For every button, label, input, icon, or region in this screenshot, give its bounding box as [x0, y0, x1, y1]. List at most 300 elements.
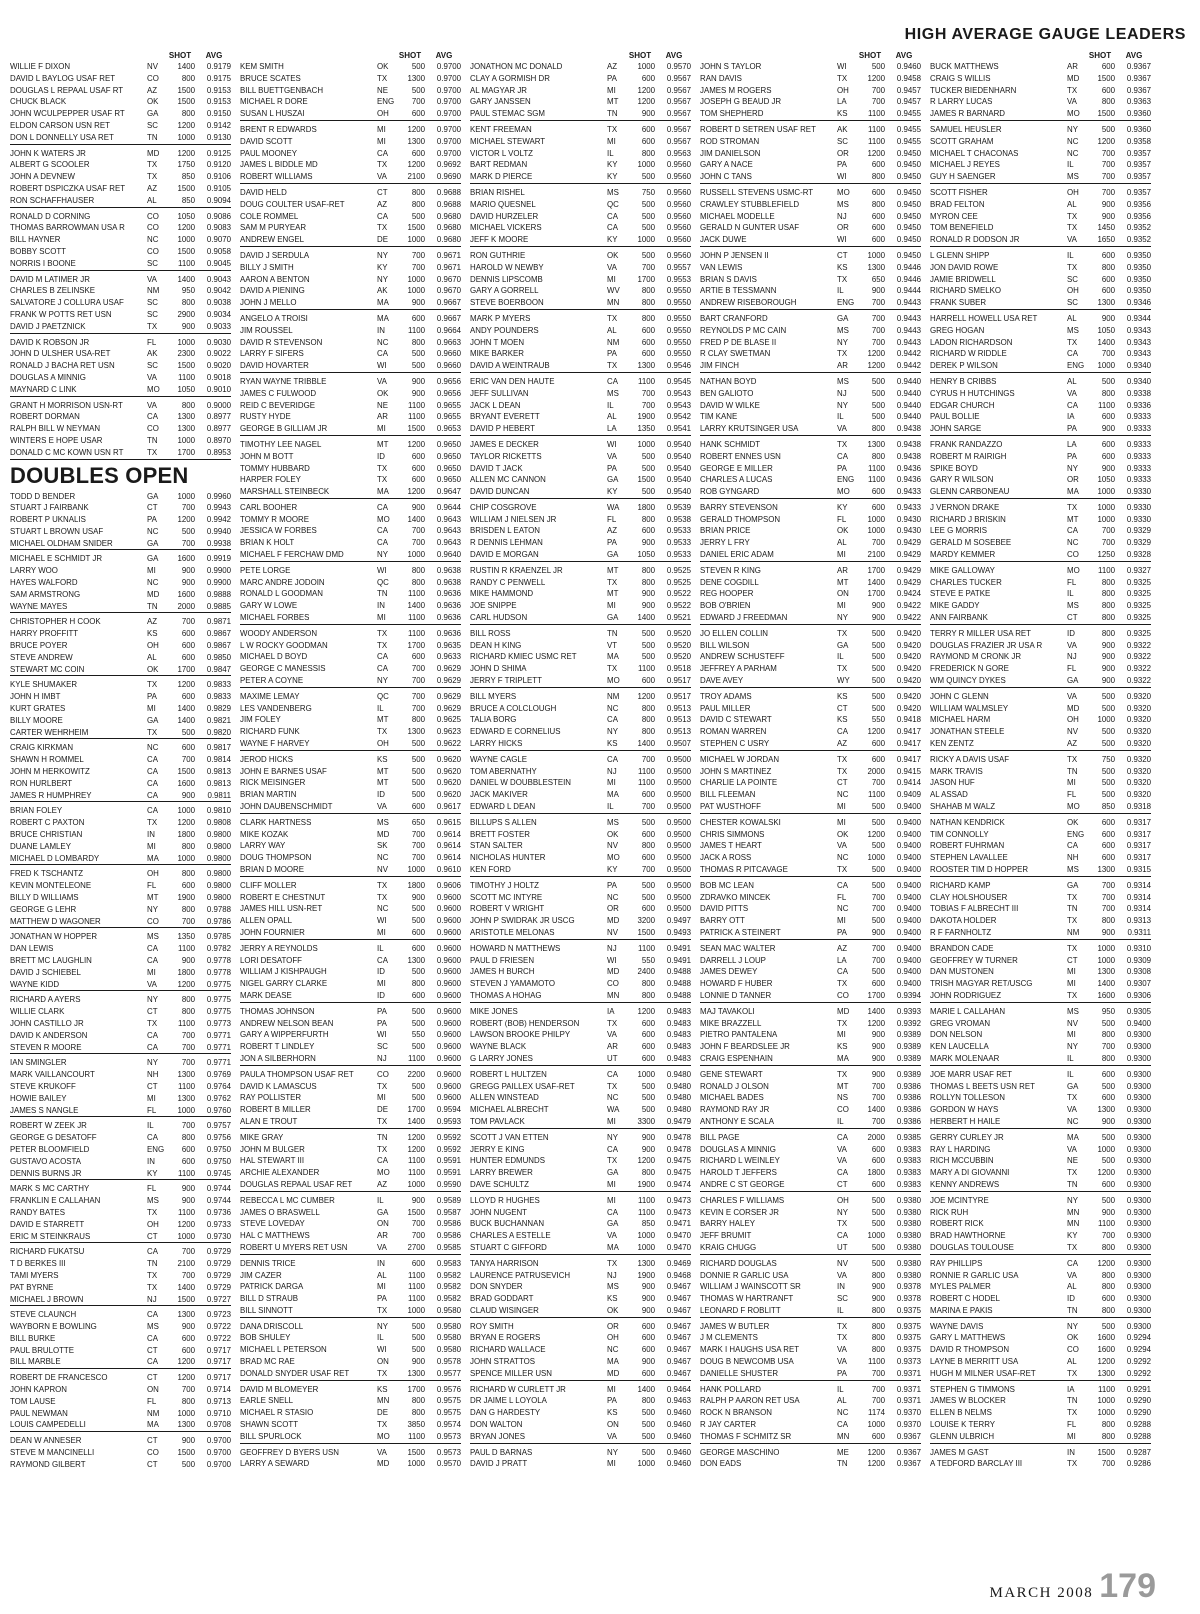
- leader-row: [10, 1120, 231, 1132]
- average: 0.9594: [436, 1105, 461, 1115]
- shot-count: 500: [411, 739, 425, 749]
- shooter-state: QC: [377, 577, 389, 587]
- leader-row: [700, 199, 921, 211]
- page-number: 179: [1099, 1567, 1156, 1605]
- shooter-state: CA: [147, 806, 158, 816]
- leader-row: [930, 777, 1151, 789]
- shooter-state: IN: [377, 601, 385, 611]
- average: 0.9888: [206, 589, 231, 599]
- shooter-name: HAYES WALFORD: [10, 578, 78, 588]
- leader-row: [470, 801, 691, 814]
- average: 0.9488: [666, 990, 691, 1000]
- shooter-name: ALLEN MC CANNON: [470, 475, 546, 485]
- shooter-state: MI: [1067, 1030, 1076, 1040]
- leader-row: [700, 565, 921, 577]
- shooter-name: ANDREW ENGEL: [240, 235, 305, 245]
- average: 0.9543: [666, 400, 691, 410]
- shot-count: 700: [1101, 160, 1115, 170]
- shooter-state: MT: [607, 589, 619, 599]
- shooter-name: CLAUD WISINGER: [470, 1305, 539, 1315]
- leader-row: [10, 1246, 231, 1258]
- average: 0.9438: [896, 451, 921, 461]
- average: 0.9420: [896, 664, 921, 674]
- leader-row: [10, 171, 231, 183]
- shot-count: 500: [1101, 790, 1115, 800]
- shot-count: 1450: [1097, 223, 1115, 233]
- leader-row: [700, 1293, 921, 1305]
- leader-row: [470, 852, 691, 864]
- shooter-state: NV: [837, 1258, 848, 1268]
- leader-row: [470, 423, 691, 436]
- average: 0.9045: [206, 258, 231, 268]
- average: 0.9420: [896, 691, 921, 701]
- leader-row: [930, 96, 1151, 108]
- shooter-name: L GLENN SHIPP: [930, 250, 990, 260]
- average: 0.9318: [1126, 802, 1151, 812]
- shot-count: 900: [181, 790, 195, 800]
- leader-row: [240, 1144, 461, 1156]
- shooter-state: CT: [837, 703, 848, 713]
- shooter-state: SC: [147, 361, 158, 371]
- shooter-name: MIKE JONES: [470, 1006, 518, 1016]
- leader-row: [240, 376, 461, 388]
- average: 0.9667: [436, 298, 461, 308]
- average: 0.9745: [206, 1168, 231, 1178]
- shooter-name: DARRELL J LOUP: [700, 955, 766, 965]
- shooter-name: JEFF SULLIVAN: [470, 388, 529, 398]
- leader-row: [700, 852, 921, 864]
- leader-row: [10, 1309, 231, 1321]
- shooter-name: BRISDEN L EATON: [470, 526, 541, 536]
- shot-count: 1100: [408, 1270, 425, 1280]
- shooter-name: DENNIS TRICE: [240, 1258, 296, 1268]
- shooter-name: BRANDON CADE: [930, 943, 994, 953]
- shooter-name: BILL PAGE: [700, 1132, 740, 1142]
- shot-count: 500: [871, 1207, 885, 1217]
- leader-row: [240, 1218, 461, 1230]
- average: 0.9422: [896, 601, 921, 611]
- shot-count: 500: [641, 1420, 655, 1430]
- leader-row: [470, 1041, 691, 1053]
- leader-row: [930, 1116, 1151, 1129]
- shooter-state: TX: [837, 274, 848, 284]
- leader-row: [240, 211, 461, 223]
- shooter-name: BRIAN MARTIN: [240, 790, 297, 800]
- shot-count: 1000: [867, 526, 885, 536]
- shooter-state: TX: [147, 160, 158, 170]
- average: 0.9400: [896, 829, 921, 839]
- shooter-state: AL: [377, 1270, 387, 1280]
- leader-row: [930, 348, 1151, 360]
- shooter-name: HENRY B CRIBBS: [930, 376, 997, 386]
- shooter-name: DAVID HURZELER: [470, 211, 539, 221]
- shot-count: 1200: [867, 1018, 885, 1028]
- average: 0.9333: [1126, 412, 1151, 422]
- shooter-state: MI: [607, 1179, 616, 1189]
- leader-row: [240, 234, 461, 247]
- shot-count: 500: [871, 676, 885, 686]
- shooter-state: MD: [377, 829, 390, 839]
- shot-count: 900: [641, 1357, 655, 1367]
- leader-row: [10, 628, 231, 640]
- average: 0.9380: [896, 1242, 921, 1252]
- average: 0.9663: [436, 337, 461, 347]
- shooter-state: CA: [607, 223, 618, 233]
- shooter-state: WY: [837, 676, 850, 686]
- shooter-name: MARK DEASE: [240, 990, 292, 1000]
- shooter-state: KY: [607, 160, 618, 170]
- average: 0.9643: [436, 514, 461, 524]
- average: 0.9400: [896, 865, 921, 874]
- shooter-state: MT: [837, 1081, 849, 1091]
- shooter-name: NATHAN KENDRICK: [930, 817, 1005, 827]
- shooter-name: DENE COGDILL: [700, 577, 759, 587]
- leader-row: [700, 159, 921, 171]
- shooter-state: MI: [147, 704, 156, 714]
- shooter-name: SHAWN H ROMMEL: [10, 755, 84, 765]
- shooter-state: SC: [1067, 298, 1078, 308]
- shooter-state: NC: [147, 743, 159, 753]
- shot-count: 900: [641, 1305, 655, 1315]
- average: 0.9343: [1126, 325, 1151, 335]
- average: 0.9513: [666, 715, 691, 725]
- shooter-state: CA: [147, 1133, 158, 1143]
- average: 0.9400: [896, 841, 921, 851]
- shot-count: 900: [181, 1322, 195, 1332]
- average: 0.9600: [436, 1006, 461, 1016]
- shooter-state: PA: [837, 160, 847, 170]
- shooter-name: FRED P DE BLASE II: [700, 337, 777, 347]
- leader-row: [930, 675, 1151, 688]
- shooter-name: JOHN T MOEN: [470, 337, 525, 347]
- shooter-state: TX: [837, 1333, 848, 1343]
- average: 0.9517: [666, 691, 691, 701]
- shot-count: 1400: [177, 62, 195, 71]
- shot-count: 600: [411, 652, 425, 662]
- shot-count: 750: [1101, 754, 1115, 764]
- shooter-name: LORI DESATOFF: [240, 955, 302, 965]
- shooter-name: JOHN D SHIMA: [470, 664, 527, 674]
- leader-row: [10, 514, 231, 526]
- shooter-state: OH: [1067, 187, 1079, 197]
- shooter-state: ENG: [1067, 361, 1085, 371]
- average: 0.9757: [206, 1121, 231, 1131]
- leader-row: [700, 955, 921, 967]
- shot-count: 600: [871, 1156, 885, 1166]
- shooter-state: NM: [607, 337, 620, 347]
- shot-count: 1000: [1097, 1144, 1115, 1154]
- shooter-state: AR: [377, 412, 388, 422]
- average: 0.9322: [1126, 652, 1151, 662]
- shot-count: 1000: [637, 160, 655, 170]
- average: 0.9700: [206, 1436, 231, 1446]
- shooter-state: GA: [147, 491, 159, 501]
- shot-count: 700: [871, 955, 885, 965]
- shooter-state: MD: [1067, 73, 1080, 83]
- shooter-name: GREG HOGAN: [930, 325, 985, 335]
- leader-row: [240, 1167, 461, 1179]
- leader-row: [10, 1219, 231, 1231]
- leader-row: [10, 491, 231, 503]
- shot-count: 1100: [408, 1156, 425, 1166]
- shooter-state: IL: [377, 1195, 384, 1205]
- shooter-name: JONATHAN STEELE: [930, 727, 1005, 737]
- shooter-name: RANDY C PENWELL: [470, 577, 546, 587]
- shooter-name: DAVID J PRATT: [470, 1459, 528, 1469]
- leader-row: [470, 1431, 691, 1444]
- shooter-state: VA: [837, 1270, 847, 1280]
- shooter-name: BOB O'BRIEN: [700, 601, 751, 611]
- average: 0.9545: [666, 376, 691, 386]
- average: 0.9640: [436, 550, 461, 560]
- shooter-state: PA: [1067, 451, 1077, 461]
- shooter-state: MI: [607, 1195, 616, 1205]
- shooter-name: LEONARD F ROBLITT: [700, 1305, 781, 1315]
- shot-count: 700: [1101, 892, 1115, 902]
- average: 0.9480: [666, 1069, 691, 1079]
- shooter-state: VA: [837, 1144, 847, 1154]
- shooter-state: TX: [147, 1282, 158, 1292]
- average: 0.9325: [1126, 577, 1151, 587]
- average: 0.9367: [1126, 62, 1151, 71]
- shooter-state: OK: [147, 664, 159, 674]
- shot-count: 900: [181, 578, 195, 588]
- shot-count: 600: [641, 829, 655, 839]
- average: 0.9320: [1126, 691, 1151, 701]
- leader-row: [10, 1195, 231, 1207]
- leader-row: [10, 652, 231, 664]
- shooter-name: CRAWLEY STUBBLEFIELD: [700, 199, 800, 209]
- shooter-state: ID: [377, 990, 385, 1000]
- shot-count: 950: [1101, 1006, 1115, 1016]
- shooter-state: DE: [377, 1105, 388, 1115]
- shooter-name: STEVE LOVEDAY: [240, 1219, 305, 1229]
- average: 0.9586: [436, 1219, 461, 1229]
- shot-count: 1200: [177, 680, 195, 690]
- shot-count: 700: [1101, 538, 1115, 548]
- average: 0.9343: [1126, 337, 1151, 347]
- average: 0.9420: [896, 676, 921, 686]
- average: 0.9500: [666, 853, 691, 863]
- shooter-name: ANGELO A TROISI: [240, 313, 308, 323]
- shot-count: 1000: [1097, 502, 1115, 512]
- shot-count: 700: [641, 802, 655, 812]
- shooter-name: GARY W LOWE: [240, 601, 298, 611]
- leader-row: [470, 651, 691, 663]
- leader-row: [700, 978, 921, 990]
- shooter-state: CA: [837, 1231, 848, 1241]
- shooter-state: NC: [607, 703, 619, 713]
- average: 0.9420: [896, 652, 921, 662]
- shot-count: 1700: [867, 565, 885, 575]
- shooter-state: NC: [1067, 136, 1079, 146]
- shooter-state: NC: [147, 578, 159, 588]
- leader-row: [700, 285, 921, 297]
- shooter-name: BARRY HALEY: [700, 1219, 755, 1229]
- shot-count: 800: [641, 148, 655, 158]
- shooter-name: GLENN CARBONEAU: [930, 487, 1010, 497]
- leader-row: [240, 1195, 461, 1207]
- shooter-state: TN: [607, 109, 618, 119]
- shooter-state: KY: [607, 235, 618, 245]
- shot-count: 1200: [867, 361, 885, 371]
- shooter-name: JAMES W BLOCKER: [930, 1396, 1006, 1406]
- leader-row: [240, 1368, 461, 1381]
- average: 0.9600: [436, 1053, 461, 1063]
- shot-count: 1200: [867, 1447, 885, 1457]
- shooter-state: KS: [837, 1042, 848, 1052]
- average: 0.9717: [206, 1345, 231, 1355]
- shot-count: 800: [1101, 262, 1115, 272]
- average: 0.9500: [666, 766, 691, 776]
- shot-count: 1200: [177, 1357, 195, 1367]
- average: 0.9446: [896, 262, 921, 272]
- shooter-state: TX: [607, 1258, 618, 1268]
- shooter-name: RALPH BILL W NEYMAN: [10, 424, 101, 434]
- average: 0.9786: [206, 916, 231, 926]
- leader-row: [10, 1282, 231, 1294]
- average: 0.9800: [206, 830, 231, 840]
- leader-row: [470, 1242, 691, 1255]
- shooter-name: ROBERT W ZEEK JR: [10, 1121, 87, 1131]
- leader-row: [240, 864, 461, 877]
- leader-row: [470, 285, 691, 297]
- shot-count: 500: [411, 361, 425, 371]
- shot-count: 1200: [177, 120, 195, 130]
- average: 0.9614: [436, 853, 461, 863]
- leader-row: [10, 360, 231, 372]
- shooter-state: AZ: [377, 1179, 388, 1189]
- average: 0.9386: [896, 1105, 921, 1115]
- shooter-name: L W ROCKY GOODMAN: [240, 640, 328, 650]
- shooter-state: CT: [1067, 955, 1078, 965]
- average: 0.9491: [666, 943, 691, 953]
- shooter-name: RICHARD WALLACE: [470, 1345, 546, 1355]
- shot-count: 700: [411, 853, 425, 863]
- shot-count: 600: [871, 502, 885, 512]
- leader-row: [240, 108, 461, 121]
- shooter-name: DEAN W ANNESER: [10, 1436, 82, 1446]
- average: 0.9543: [666, 388, 691, 398]
- shot-count: 600: [871, 487, 885, 497]
- shot-count: 500: [411, 1093, 425, 1103]
- shooter-state: MI: [607, 1116, 616, 1126]
- average: 0.9591: [436, 1168, 461, 1178]
- shooter-name: MICHAEL MODELLE: [700, 211, 775, 221]
- average: 0.9400: [896, 802, 921, 812]
- average: 0.9300: [1126, 1132, 1151, 1142]
- shot-count: 700: [411, 1231, 425, 1241]
- average: 0.9583: [436, 1258, 461, 1268]
- shooter-name: RICHARD W RIDDLE: [930, 349, 1007, 359]
- shooter-name: SHAHAB M WALZ: [930, 802, 996, 812]
- average: 0.9750: [206, 1144, 231, 1154]
- shooter-state: TX: [377, 223, 388, 233]
- shooter-state: MT: [377, 439, 389, 449]
- shooter-state: MI: [377, 136, 386, 146]
- shot-count: 500: [871, 400, 885, 410]
- average: 0.9606: [436, 880, 461, 890]
- shooter-state: TX: [377, 1368, 388, 1378]
- shooter-name: GERALD N GUNTER USAF: [700, 223, 800, 233]
- shooter-name: REBECCA L MC CUMBER: [240, 1195, 335, 1205]
- shooter-name: LARRY KRUTSINGER USA: [700, 424, 799, 434]
- shooter-state: MS: [837, 325, 849, 335]
- shot-count: 1100: [408, 613, 425, 623]
- shooter-state: IN: [1067, 1447, 1075, 1457]
- shooter-name: TOM BENEFIELD: [930, 223, 994, 233]
- shooter-name: JACK MAKIVER: [470, 790, 528, 800]
- average: 0.8977: [206, 412, 231, 422]
- shooter-state: CA: [147, 1247, 158, 1257]
- leader-row: [470, 1281, 691, 1293]
- leader-row: [930, 1305, 1151, 1318]
- average: 0.9420: [896, 703, 921, 713]
- shooter-name: ROY SMITH: [470, 1321, 514, 1331]
- shooter-state: CA: [1067, 349, 1078, 359]
- shooter-state: MA: [607, 1242, 619, 1252]
- shooter-state: AL: [147, 195, 157, 205]
- shooter-state: MI: [377, 979, 386, 989]
- average: 0.9320: [1126, 727, 1151, 737]
- shooter-name: MIKE GRAY: [240, 1132, 284, 1142]
- shooter-name: JOHN P JENSEN II: [700, 250, 769, 260]
- average: 0.9300: [1126, 1270, 1151, 1280]
- average: 0.9414: [896, 778, 921, 788]
- leader-row: [930, 1344, 1151, 1356]
- shooter-state: IN: [377, 325, 385, 335]
- shot-count: 800: [181, 400, 195, 410]
- leader-row: [10, 1459, 231, 1471]
- shooter-state: CA: [1067, 1258, 1078, 1268]
- shot-count: 700: [871, 1368, 885, 1378]
- shooter-state: KS: [607, 739, 618, 749]
- shooter-state: TX: [377, 73, 388, 83]
- shooter-state: AL: [147, 652, 157, 662]
- shooter-state: PA: [147, 515, 157, 525]
- leader-row: [240, 966, 461, 978]
- average: 0.9617: [436, 802, 461, 812]
- average: 0.9655: [436, 400, 461, 410]
- shooter-state: TX: [837, 1219, 848, 1229]
- shooter-state: CT: [1067, 613, 1078, 623]
- shooter-state: WI: [607, 955, 617, 965]
- average: 0.9488: [666, 967, 691, 977]
- leader-row: [700, 1419, 921, 1431]
- leader-row: [240, 474, 461, 486]
- average: 0.9567: [666, 73, 691, 83]
- leader-row: [930, 1293, 1151, 1305]
- average: 0.9363: [1126, 97, 1151, 107]
- leader-row: [930, 1230, 1151, 1242]
- shot-count: 800: [1101, 388, 1115, 398]
- shooter-name: MARK D PIERCE: [470, 172, 533, 182]
- shooter-state: SC: [147, 120, 158, 130]
- shooter-state: VA: [377, 376, 387, 386]
- shot-count: 1100: [638, 766, 655, 776]
- shot-count: 500: [641, 1447, 655, 1457]
- shooter-name: STEVE M MANCINELLI: [10, 1448, 95, 1458]
- shooter-state: CT: [837, 778, 848, 788]
- average: 0.9867: [206, 629, 231, 639]
- shot-count: 1000: [637, 1231, 655, 1241]
- leader-row: [470, 1092, 691, 1104]
- average: 0.9340: [1126, 361, 1151, 371]
- average: 0.9540: [666, 463, 691, 473]
- average: 0.9629: [436, 691, 461, 701]
- shot-count: 700: [181, 755, 195, 765]
- shooter-state: FL: [1067, 577, 1077, 587]
